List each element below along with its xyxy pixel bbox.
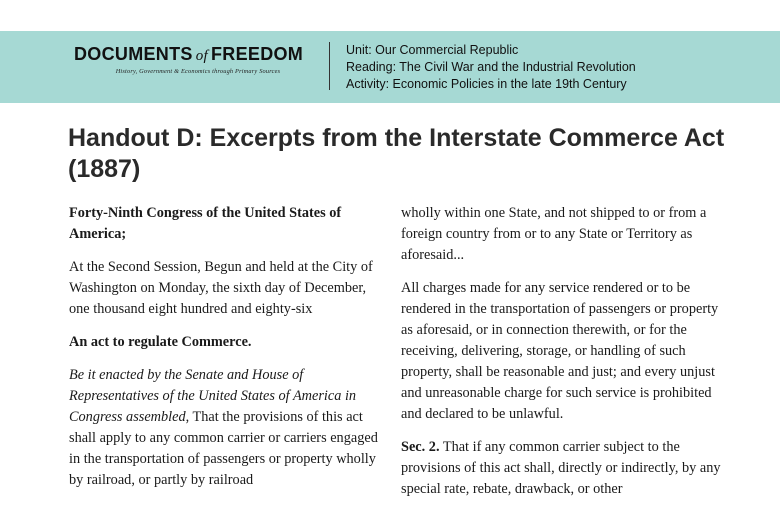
header-divider <box>329 42 330 90</box>
brand-title <box>74 44 322 65</box>
congress-heading: Forty-Ninth Congress of the United States of America; <box>69 205 342 242</box>
brand-word-freedom: FREEDOM <box>210 44 304 64</box>
left-column <box>69 203 379 503</box>
session-paragraph: At the Second Session, Begun and held at the City of Washington on Monday, the sixth day of December, one thousand eight hundred and eighty-six <box>69 259 373 317</box>
activity-label: Activity: Economic Policies in the late 19th Century <box>346 77 627 91</box>
reading-label: Reading: The Civil War and the Industrial Revolution <box>346 60 636 74</box>
section-2-text: That if any common carrier subject to the provisions of this act shall, directly or indirectly, by any special rate, rebate, drawback, or other <box>401 439 721 497</box>
section-2-label: Sec. 2. <box>401 439 440 455</box>
charges-paragraph: All charges made for any service rendered or to be rendered in the transportation of passengers or property as aforesaid, or in connection therewith, or for the receiving, delivering, storage, or handling of such property, shall be reasonable and just; and every unjust and unreasonable charge for such service is prohibited and declared to be unlawful. <box>401 280 719 422</box>
brand-word-documents: DOCUMENTS <box>74 44 193 64</box>
brand-logo <box>74 44 322 75</box>
enacting-text: , That the provisions of this act shall apply to any common carrier or carriers engaged in the transportation of passengers or property wholly by railroad, or partly by railroad <box>69 409 378 488</box>
page-title: Handout D: Excerpts from the Interstate Commerce Act (1887) <box>68 124 725 183</box>
enacting-clause: Be it enacted by the Senate and House of Representatives of the United States of America in Congress assembled <box>69 367 357 425</box>
lesson-meta <box>346 42 636 93</box>
enacting-paragraph <box>69 365 379 491</box>
section-2-paragraph <box>401 437 721 500</box>
continuation-paragraph: wholly within one State, and not shipped to or from a foreign country from or to any State or Territory as aforesaid... <box>401 205 707 263</box>
site-header <box>0 31 780 103</box>
brand-word-of: of <box>195 48 208 64</box>
unit-label: Unit: Our Commercial Republic <box>346 43 519 57</box>
brand-tagline: History, Government & Economics through Primary Sources <box>115 68 281 75</box>
act-heading: An act to regulate Commerce. <box>69 334 252 350</box>
right-column <box>401 203 721 512</box>
